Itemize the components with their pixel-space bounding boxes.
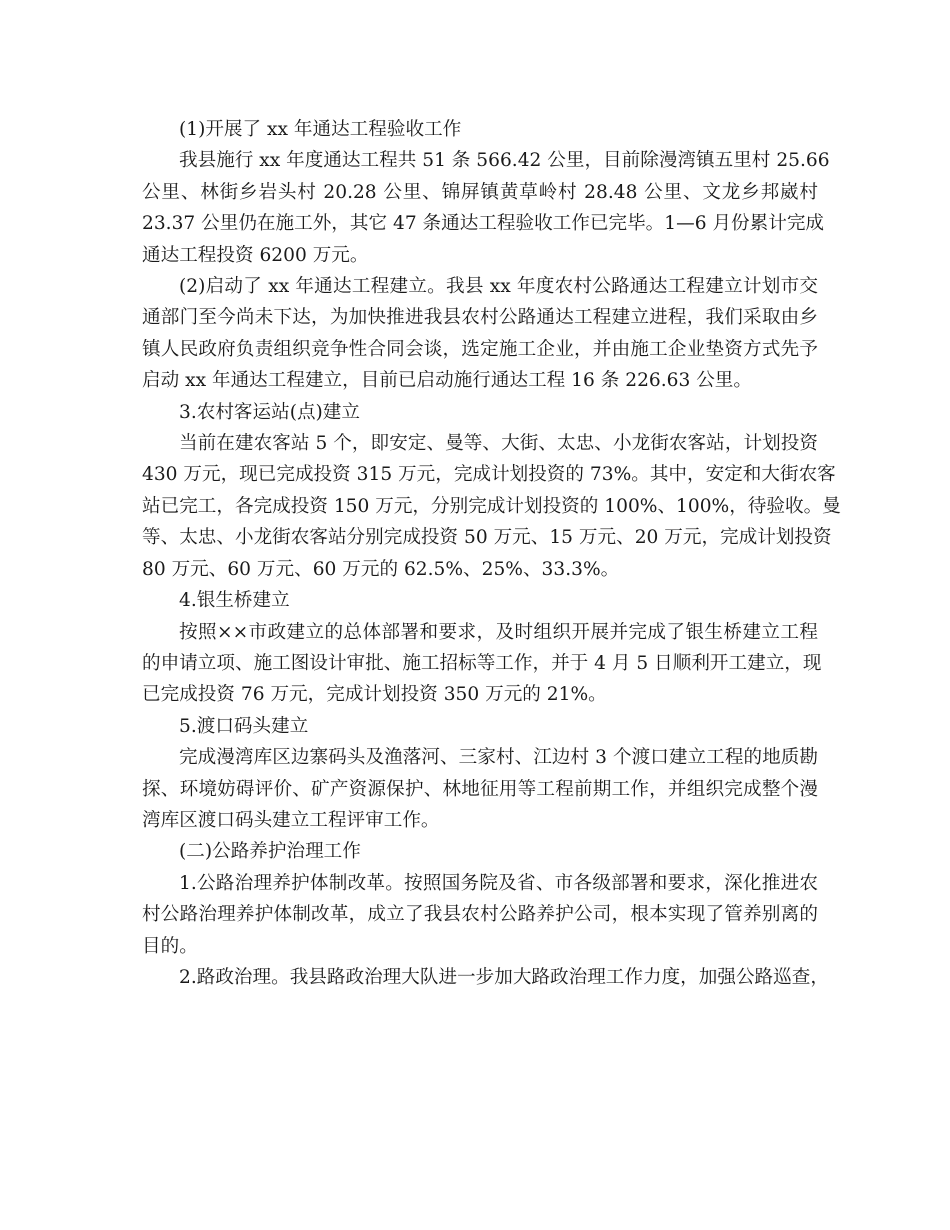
text-line: 当前在建农客站 5 个，即安定、曼等、大街、太忠、小龙街农客站，计划投资 [179, 433, 818, 455]
text-line: (1)开展了 xx 年通达工程验收工作 [179, 119, 462, 140]
paragraph [142, 145, 830, 271]
text-line: 湾库区渡口码头建立工程评审工作。 [142, 809, 440, 831]
paragraph [142, 742, 818, 836]
text-line: 探、环境妨碍评价、矿产资源保护、林地征用等工程前期工作，并组织完成整个漫 [142, 778, 818, 800]
text-line: 80 万元、60 万元、60 万元的 62.5%、25%、33.3%。 [142, 558, 620, 580]
paragraph [142, 428, 841, 585]
paragraph [142, 585, 818, 616]
text-line: 通部门至今尚未下达，为加快推进我县农村公路通达工程建立进程，我们采取由乡 [142, 307, 818, 329]
text-line: 启动 xx 年通达工程建立，目前已启动施行通达工程 16 条 226.63 公里。 [142, 370, 752, 392]
text-line: 村公路治理养护体制改革，成立了我县农村公路养护公司，根本实现了管养别离的 [142, 904, 818, 926]
text-line: 5.渡口码头建立 [179, 715, 309, 737]
paragraph [142, 836, 818, 867]
paragraph [142, 868, 818, 962]
text-line: 的申请立项、施工图设计审批、施工招标等工作，并于 4 月 5 日顺利开工建立，现 [142, 652, 822, 674]
text-line: 按照××市政建立的总体部署和要求，及时组织开展并完成了银生桥建立工程 [179, 621, 818, 643]
text-line: 通达工程投资 6200 万元。 [142, 244, 369, 266]
text-line: 2.路政治理。我县路政治理大队进一步加大路政治理工作力度，加强公路巡查， [179, 966, 829, 988]
text-line: 1.公路治理养护体制改革。按照国务院及省、市各级部署和要求，深化推进农 [179, 872, 818, 894]
text-line: 等、太忠、小龙街农客站分别完成投资 50 万元、15 万元、20 万元，完成计划投资 [142, 527, 832, 549]
paragraph [142, 711, 818, 742]
text-line: 目的。 [142, 935, 198, 957]
text-line: (二)公路养护治理工作 [179, 841, 361, 863]
text-line: (2)启动了 xx 年通达工程建立。我县 xx 年度农村公路通达工程建立计划市交 [179, 276, 818, 298]
text-line: 我县施行 xx 年度通达工程共 51 条 566.42 公里，目前除漫湾镇五里村 25.66 [179, 150, 830, 172]
text-line: 23.37 公里仍在施工外，其它 47 条通达工程验收工作已完毕。1—6 月份累计完成 [142, 213, 825, 235]
document-body [142, 114, 841, 993]
text-line: 站已完工，各完成投资 150 万元，分别完成计划投资的 100%、100%，待验收。曼 [142, 495, 841, 517]
paragraph [142, 114, 818, 145]
text-line: 4.银生桥建立 [179, 590, 290, 612]
paragraph [142, 617, 822, 711]
text-line: 公里、林街乡岩头村 20.28 公里、锦屏镇黄草岭村 28.48 公里、文龙乡邦崴村 [142, 181, 818, 203]
text-line: 430 万元，现已完成投资 315 万元，完成计划投资的 73%。其中，安定和大街农客 [142, 464, 836, 486]
text-line: 完成漫湾库区边寨码头及渔落河、三家村、江边村 3 个渡口建立工程的地质勘 [179, 747, 818, 769]
paragraph [142, 962, 829, 993]
text-line: 已完成投资 76 万元，完成计划投资 350 万元的 21%。 [142, 684, 607, 706]
text-line: 3.农村客运站(点)建立 [179, 401, 360, 423]
paragraph [142, 271, 818, 397]
paragraph [142, 397, 818, 428]
text-line: 镇人民政府负责组织竞争性合同会谈，选定施工企业，并由施工企业垫资方式先予 [142, 338, 818, 360]
